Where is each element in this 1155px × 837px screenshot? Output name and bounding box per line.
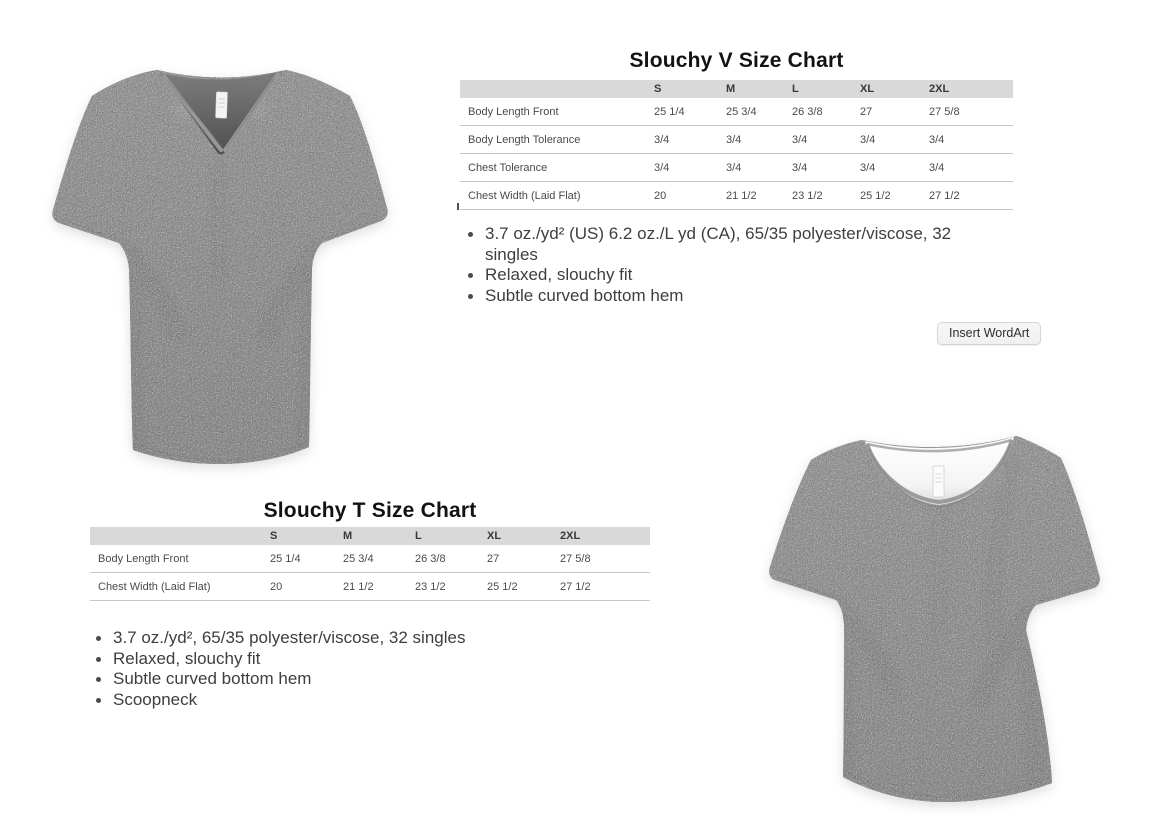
table-row: [460, 126, 1013, 154]
cell: 27 1/2: [921, 182, 1013, 210]
size-col-header: M: [718, 80, 784, 98]
v-table-header-row: [460, 80, 1013, 98]
bullet-dot-icon: [468, 232, 473, 237]
cell: 27: [852, 98, 921, 126]
cell: 3/4: [646, 154, 718, 182]
t-size-table: [90, 527, 650, 601]
spec-text: Subtle curved bottom hem: [485, 285, 684, 305]
cell: 20: [646, 182, 718, 210]
cell: 3/4: [784, 154, 852, 182]
size-col-header: [460, 80, 646, 98]
spec-item: [464, 224, 992, 265]
cell: 23 1/2: [784, 182, 852, 210]
vneck-tag: [216, 92, 228, 118]
size-col-header: XL: [479, 527, 552, 545]
bullet-dot-icon: [96, 698, 101, 703]
cell: 3/4: [921, 154, 1013, 182]
spec-text: Relaxed, slouchy fit: [485, 265, 633, 285]
spec-text: Subtle curved bottom hem: [113, 669, 312, 689]
bullet-dot-icon: [96, 657, 101, 662]
cell: 3/4: [852, 154, 921, 182]
row-label: Chest Tolerance: [460, 154, 646, 182]
spec-text: Scoopneck: [113, 689, 198, 709]
v-size-table: [460, 80, 1013, 210]
text-cursor: [457, 203, 459, 210]
cell: 26 3/8: [407, 545, 479, 573]
cell: 25 3/4: [335, 545, 407, 573]
size-col-header: [90, 527, 262, 545]
cell: 21 1/2: [718, 182, 784, 210]
scoopneck-shirt-image[interactable]: [740, 408, 1155, 837]
cell: 3/4: [718, 154, 784, 182]
cell: 3/4: [852, 126, 921, 154]
cell: 25 1/4: [262, 545, 335, 573]
cell: 20: [262, 573, 335, 601]
size-col-header: M: [335, 527, 407, 545]
t-table-header-row: [90, 527, 650, 545]
cell: 25 1/4: [646, 98, 718, 126]
cell: 27 5/8: [552, 545, 650, 573]
spec-item: [464, 265, 992, 286]
size-col-header: XL: [852, 80, 921, 98]
size-col-header: L: [407, 527, 479, 545]
row-label: Body Length Tolerance: [460, 126, 646, 154]
scoopneck-tag: [933, 466, 944, 497]
cell: 25 3/4: [718, 98, 784, 126]
spec-item: [92, 628, 582, 649]
spec-item: [92, 690, 582, 711]
v-chart-title: Slouchy V Size Chart: [629, 49, 844, 72]
cell: 3/4: [784, 126, 852, 154]
spec-item: [464, 286, 992, 307]
cell: 26 3/8: [784, 98, 852, 126]
spec-text: 3.7 oz./yd², 65/35 polyester/viscose, 32 singles: [113, 628, 466, 647]
cell: 3/4: [718, 126, 784, 154]
table-row: [460, 182, 1013, 210]
spec-text: 3.7 oz./yd² (US) 6.2 oz./L yd (CA), 65/35 polyester/viscose, 32 singles: [485, 224, 952, 264]
vneck-shirt-image[interactable]: [30, 40, 410, 490]
table-row: [90, 545, 650, 573]
cell: 3/4: [921, 126, 1013, 154]
size-col-header: S: [646, 80, 718, 98]
row-label: Chest Width (Laid Flat): [460, 182, 646, 210]
table-row: [460, 98, 1013, 126]
table-row: [460, 154, 1013, 182]
bullet-dot-icon: [96, 636, 101, 641]
size-col-header: 2XL: [552, 527, 650, 545]
cell: 27 1/2: [552, 573, 650, 601]
cell: 25 1/2: [479, 573, 552, 601]
bullet-dot-icon: [96, 677, 101, 682]
row-label: Body Length Front: [90, 545, 262, 573]
cell: 27 5/8: [921, 98, 1013, 126]
row-label: Body Length Front: [460, 98, 646, 126]
t-spec-list: [92, 628, 582, 710]
row-label: Chest Width (Laid Flat): [90, 573, 262, 601]
spec-text: Relaxed, slouchy fit: [113, 648, 261, 668]
insert-wordart-button[interactable]: Insert WordArt: [937, 322, 1041, 345]
cell: 23 1/2: [407, 573, 479, 601]
cell: 3/4: [646, 126, 718, 154]
size-col-header: S: [262, 527, 335, 545]
spec-item: [92, 649, 582, 670]
cell: 25 1/2: [852, 182, 921, 210]
table-row: [90, 573, 650, 601]
bullet-dot-icon: [468, 294, 473, 299]
bullet-dot-icon: [468, 273, 473, 278]
cell: 27: [479, 545, 552, 573]
t-chart-title: Slouchy T Size Chart: [263, 499, 477, 522]
v-spec-list: [464, 224, 992, 306]
spec-item: [92, 669, 582, 690]
size-col-header: L: [784, 80, 852, 98]
cell: 21 1/2: [335, 573, 407, 601]
size-col-header: 2XL: [921, 80, 1013, 98]
